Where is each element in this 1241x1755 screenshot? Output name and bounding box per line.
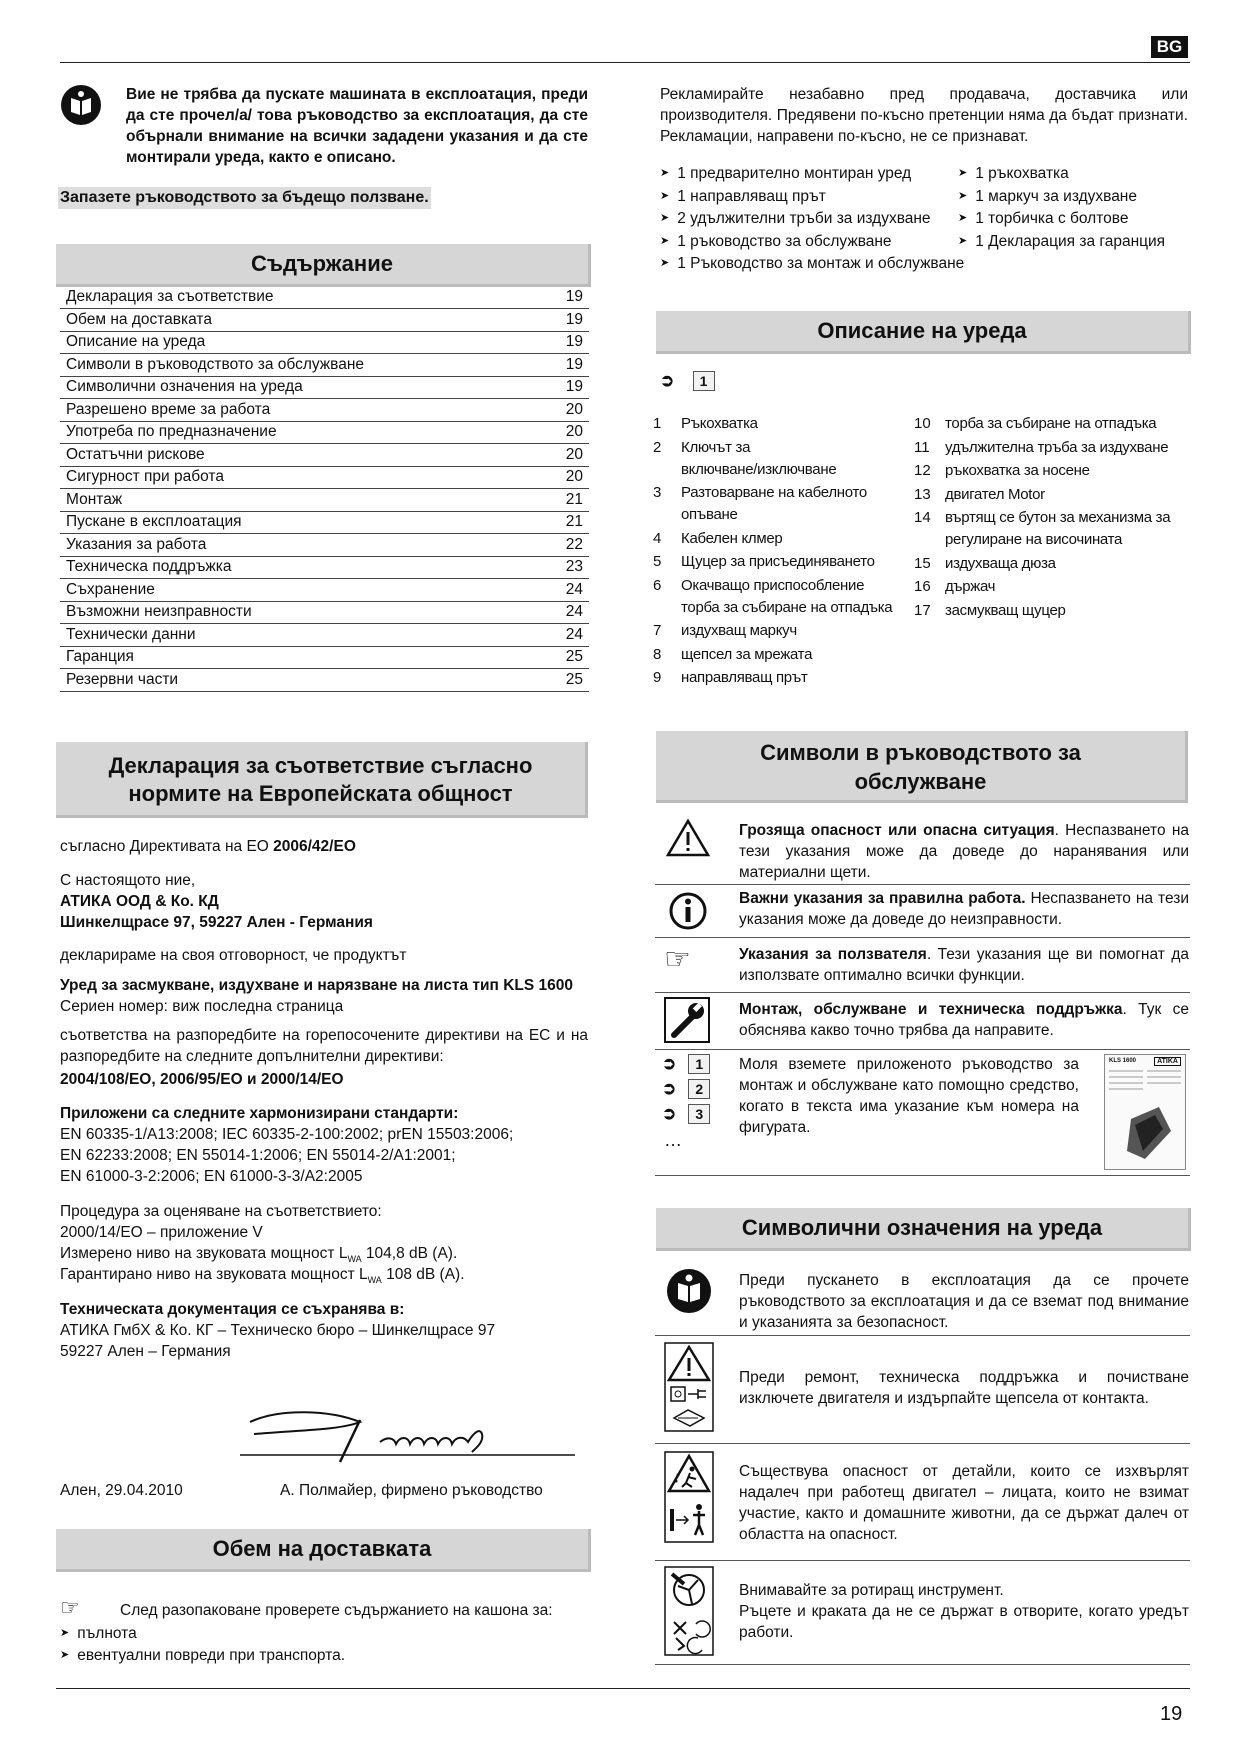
standards-line: EN 61000-3-2:2006; EN 61000-3-3/A2:2005	[60, 1168, 363, 1185]
toc-item-page: 19	[565, 288, 583, 305]
toc-row	[60, 580, 589, 602]
toc-item-label: Разрешено време за работа	[66, 400, 271, 418]
part-number: 11	[914, 438, 930, 456]
part-number: 12	[914, 462, 931, 479]
part-number: 4	[653, 529, 662, 547]
part-label: Щуцер за присъединяването	[681, 553, 875, 570]
info-icon	[668, 891, 708, 931]
manual-symbols-title-line1: Символи в ръководството за	[760, 740, 1081, 765]
toc-item-page: 24	[565, 625, 583, 643]
delivery-item: ➤ 1 направляващ прът	[660, 186, 826, 209]
language-badge: BG	[1151, 36, 1188, 58]
hand-pointer-icon: ☞	[60, 1595, 80, 1620]
row-divider	[655, 1664, 1190, 1665]
toc-item-label: Символични означения на уреда	[66, 378, 303, 395]
techdoc-title: Техническата документация се съхранява в:	[60, 1301, 405, 1318]
part-label: удължителна тръба за издухване	[945, 438, 1169, 456]
toc-row	[60, 332, 589, 354]
toc-item-page: 23	[565, 558, 583, 575]
user-hint-icon: ☞	[664, 943, 691, 976]
toc-item-page: 21	[565, 490, 583, 508]
part-label: опъване	[681, 506, 738, 523]
delivery-heading: Обем на доставката	[56, 1529, 591, 1572]
danger-note: Грозяща опасност или опасна ситуация. Неспазването на тези указания може да доведе до наранявания или материални щети.	[739, 822, 1189, 881]
toc-item-label: Употреба по предназначение	[66, 423, 277, 440]
part-number: 7	[653, 622, 662, 639]
toc-row	[60, 355, 589, 377]
toc-heading: Съдържание	[56, 244, 591, 287]
toc-item-label: Остатъчни рискове	[66, 445, 205, 463]
toc-row	[60, 422, 589, 444]
figure-number: 1	[688, 1054, 710, 1074]
arrow-icon: ➲	[662, 1054, 677, 1073]
directives-list: 2004/108/EO, 2006/95/EO и 2000/14/EO	[60, 1071, 344, 1088]
toc-item-page: 20	[565, 445, 583, 463]
part-label: торба за събиране на отпадъка	[945, 415, 1157, 432]
part-label: Ключът за	[681, 438, 751, 456]
part-label: торба за събиране на отпадъка	[681, 598, 893, 616]
toc-row	[60, 512, 589, 534]
footer-rule	[56, 1688, 1190, 1689]
row-divider	[655, 1560, 1190, 1561]
toc-item-page: 25	[565, 670, 583, 688]
toc-item-label: Технически данни	[66, 625, 196, 643]
toc-item-page: 19	[565, 378, 583, 395]
row-divider	[655, 992, 1190, 993]
declaration-title-line1: Декларация за съответствие съгласно	[108, 753, 533, 778]
page-number: 19	[1160, 1703, 1183, 1725]
delivery-item: ➤ 1 предварително монтиран уред	[660, 163, 911, 186]
toc-item-label: Пускане в експлоатация	[66, 513, 242, 530]
part-number: 3	[653, 484, 662, 501]
product-name: Уред за засмукване, издухване и нарязване на листа тип KLS 1600	[60, 977, 573, 994]
part-label: Ръкохватка	[681, 415, 758, 432]
row-divider	[655, 1335, 1190, 1336]
techdoc-line: 59227 Ален – Германия	[60, 1343, 231, 1360]
check-text: След разопаковане проверете съдържанието на кашона за:	[120, 1602, 553, 1619]
arrow-icon: ➲	[662, 1104, 677, 1123]
toc-row	[60, 400, 589, 422]
toc-row	[60, 310, 589, 332]
rotating-note-line: Внимавайте за ротиращ инструмент.	[739, 1582, 1004, 1599]
read-manual-icon	[666, 1268, 712, 1314]
info-note: Важни указания за правилна работа. Неспазването на тези указания може да доведе до неизправности.	[739, 890, 1189, 928]
figure-ref-1	[662, 1054, 710, 1074]
toc-item-page: 20	[565, 400, 583, 418]
toc-item-page: 24	[565, 603, 583, 620]
part-number: 10	[914, 415, 931, 432]
part-label: издухващ маркуч	[681, 622, 797, 639]
toc-row	[60, 602, 589, 624]
toc-item-page: 20	[565, 468, 583, 485]
thrown-objects-icon	[664, 1451, 714, 1543]
toc-item-page: 19	[565, 355, 583, 373]
delivery-item: ➤ 1 торбичка с болтове	[958, 208, 1128, 231]
toc-item-label: Обем на доставката	[66, 310, 212, 328]
row-divider	[655, 884, 1190, 885]
part-number: 15	[914, 554, 931, 572]
we-hereby: С настоящото ние,	[60, 872, 196, 889]
toc-row	[60, 557, 589, 579]
unplug-warning-icon	[664, 1342, 714, 1432]
unplug-note: Преди ремонт, техническа поддръжка и почистване изключете двигателя и издърпайте щепсела от контакта.	[739, 1369, 1189, 1407]
toc-item-page: 24	[565, 580, 583, 598]
toc-item-label: Съхранение	[66, 580, 155, 598]
company-address: Шинкелщрасе 97, 59227 Ален - Германия	[60, 914, 373, 931]
toc-row	[60, 377, 589, 399]
thrown-parts-note: Съществува опасност от детайли, които се изхвърлят надалеч при работещ двигател – лицата, които не взимат участие, както и домашните животни, да се държат далеч от областта на опасност.	[739, 1463, 1189, 1543]
toc-item-page: 22	[565, 535, 583, 553]
standards-line: EN 62233:2008; EN 55014-1:2006; EN 55014-2/A1:2001;	[60, 1147, 456, 1164]
guaranteed-level: Гарантирано ниво на звуковата мощност $L_{WA}$ 108 dB (A).	[60, 1266, 465, 1286]
delivery-item: ➤ 1 ръководство за обслужване	[660, 231, 892, 254]
toc-item-page: 25	[565, 648, 583, 665]
intro-warning: Вие не трябва да пускате машината в експлоатация, преди да сте прочел/а/ това ръководство за експлоатация, да сте обърнали внимание на всички зададени указания и да сте монтирали уреда, както е описано.	[126, 86, 588, 166]
toc-row	[60, 490, 589, 512]
toc-item-label: Монтаж	[66, 490, 123, 508]
toc-item-label: Символи в ръководството за обслужване	[66, 355, 365, 373]
read-manual-icon	[60, 84, 102, 126]
declaration-heading	[56, 742, 588, 818]
user-note: Указания за ползвателя. Тези указания ще ви помогнат да използвате оптимално всички функции.	[739, 946, 1190, 984]
directive-line: съгласно Директивата на ЕО 2006/42/EO	[60, 838, 356, 855]
complaint-text: Рекламирайте незабавно пред продавача, доставчика или производителя. Предявени по-късно претенции няма да бъдат признати. Рекламации, направени по-късно, не се признават.	[660, 86, 1188, 145]
row-divider	[655, 1443, 1190, 1444]
toc-item-page: 21	[565, 513, 583, 530]
toc-item-page: 19	[565, 310, 583, 328]
part-label: регулиране на височината	[945, 531, 1123, 548]
procedure-line: Процедура за оценяване на съответствието:	[60, 1203, 382, 1220]
check-item: ➤ пълнота	[60, 1623, 137, 1646]
declaration-title-line2: нормите на Европейската общност	[128, 781, 513, 806]
part-number: 1	[653, 415, 662, 432]
procedure-line: 2000/14/EO – приложение V	[60, 1224, 263, 1241]
standards-title: Приложени са следните хармонизирани стандарти:	[60, 1105, 459, 1122]
part-number: 14	[914, 509, 931, 526]
toc-row	[60, 625, 589, 647]
figure-ref-2	[662, 1079, 710, 1099]
part-label: Разтоварване на кабелното	[681, 484, 867, 501]
maintenance-note: Монтаж, обслужване и техническа поддръжка. Тук се обяснява какво точно трябва да направите.	[739, 1001, 1189, 1039]
figure-number: 1	[693, 371, 715, 391]
part-number: 13	[914, 485, 931, 503]
ellipsis: …	[664, 1130, 682, 1150]
part-label: ръкохватка за носене	[945, 462, 1090, 479]
figure-ref-3	[662, 1104, 710, 1124]
rotating-tool-icon	[664, 1566, 714, 1656]
row-divider	[655, 1175, 1190, 1176]
toc-row	[60, 445, 589, 467]
part-label: издухваща дюза	[945, 554, 1056, 572]
header-rule	[60, 62, 1190, 63]
toc-item-page: 19	[565, 333, 583, 350]
check-item: ➤ евентуални повреди при транспорта.	[60, 1645, 345, 1668]
figure-reference	[660, 371, 715, 391]
row-divider	[655, 1049, 1190, 1050]
wrench-icon	[664, 997, 710, 1043]
toc-row	[60, 287, 589, 309]
toc-item-label: Сигурност при работа	[66, 468, 224, 485]
delivery-item: ➤ 1 Декларация за гаранция	[958, 231, 1165, 254]
signatory: А. Полмайер, фирмено ръководство	[280, 1482, 543, 1499]
part-label: включване/изключване	[681, 460, 837, 478]
toc-item-label: Техническа поддръжка	[66, 558, 232, 575]
toc-item-page: 20	[565, 423, 583, 440]
delivery-item: ➤ 1 маркуч за издухване	[958, 186, 1137, 209]
part-label: Окачващо приспособление	[681, 576, 865, 594]
rotating-note-line: Ръцете и краката да не се държат в отворите, когато уредът работи.	[739, 1603, 1189, 1641]
company-name: АТИКА ООД & Ко. КД	[60, 893, 219, 910]
signature	[240, 1400, 580, 1470]
toc-row	[60, 647, 589, 669]
part-number: 5	[653, 553, 662, 570]
keep-manual-note: Запазете ръководството за бъдещо ползване.	[58, 187, 431, 209]
part-number: 8	[653, 645, 662, 663]
part-label: щепсел за мрежата	[681, 645, 813, 663]
manual-thumbnail: KLS 1600 ATIKA	[1104, 1054, 1186, 1170]
part-label: двигател Motor	[945, 485, 1045, 503]
toc-item-label: Гаранция	[66, 648, 134, 665]
arrow-icon: ➲	[662, 1079, 677, 1098]
delivery-item: ➤ 1 ръкохватка	[958, 163, 1069, 186]
part-label: въртящ се бутон за механизма за	[945, 509, 1171, 526]
figure-number: 3	[688, 1104, 710, 1124]
toc-row	[60, 467, 589, 489]
read-manual-note: Преди пускането в експлоатация да се прочете ръководството за експлоатация и да се вземат под внимание и указанията за безопасност.	[739, 1272, 1189, 1331]
toc-item-label: Описание на уреда	[66, 333, 206, 350]
toc-item-label: Указания за работа	[66, 535, 207, 553]
device-heading: Описание на уреда	[656, 311, 1191, 354]
part-number: 16	[914, 578, 931, 595]
delivery-item: ➤ 2 удължителни тръби за издухване	[660, 208, 931, 231]
part-label: държач	[945, 578, 996, 595]
conformity-text: съответства на разпоредбите на горепосочените директиви на ЕС и на разпоредбите на следните допълнителни директиви:	[60, 1027, 588, 1065]
figure-number: 2	[688, 1079, 710, 1099]
declare-line: декларираме на своя отговорност, че продуктът	[60, 947, 407, 964]
part-number: 9	[653, 669, 662, 686]
serial-number: Сериен номер: виж последна страница	[60, 998, 344, 1015]
part-label: направляващ прът	[681, 669, 808, 686]
part-label: Кабелен клмер	[681, 529, 783, 547]
toc-item-label: Декларация за съответствие	[66, 288, 274, 305]
toc-item-label: Резервни части	[66, 670, 179, 688]
toc-item-label: Възможни неизправности	[66, 603, 252, 620]
measured-level: Измерено ниво на звуковата мощност $L_{WA}$ 104,8 dB (A).	[60, 1245, 458, 1265]
arrow-icon: ➲	[660, 371, 675, 390]
delivery-item: ➤ 1 Ръководство за монтаж и обслужване	[660, 253, 964, 276]
warning-triangle-icon	[666, 818, 710, 858]
techdoc-line: АТИКА ГмбХ & Ко. КГ – Техническо бюро – Шинкелщрасе 97	[60, 1322, 496, 1339]
part-label: засмукващ щуцер	[945, 601, 1066, 619]
row-divider	[655, 937, 1190, 938]
part-number: 6	[653, 576, 662, 594]
place-date: Ален, 29.04.2010	[60, 1482, 183, 1499]
figure-note: Моля вземете приложеното ръководство за монтаж и обслужване като помощно средство, когато в текста има указание към номера на фигурата.	[739, 1056, 1079, 1136]
part-number: 17	[914, 601, 931, 619]
toc-row	[60, 535, 589, 557]
part-number: 2	[653, 438, 662, 456]
device-symbols-heading: Символични означения на уреда	[656, 1208, 1191, 1251]
manual-symbols-heading	[656, 731, 1188, 803]
toc-row	[60, 670, 589, 692]
standards-line: EN 60335-1/A13:2008; IEC 60335-2-100:2002; prEN 15503:2006;	[60, 1126, 514, 1143]
manual-symbols-title-line2: обслужване	[854, 769, 987, 794]
